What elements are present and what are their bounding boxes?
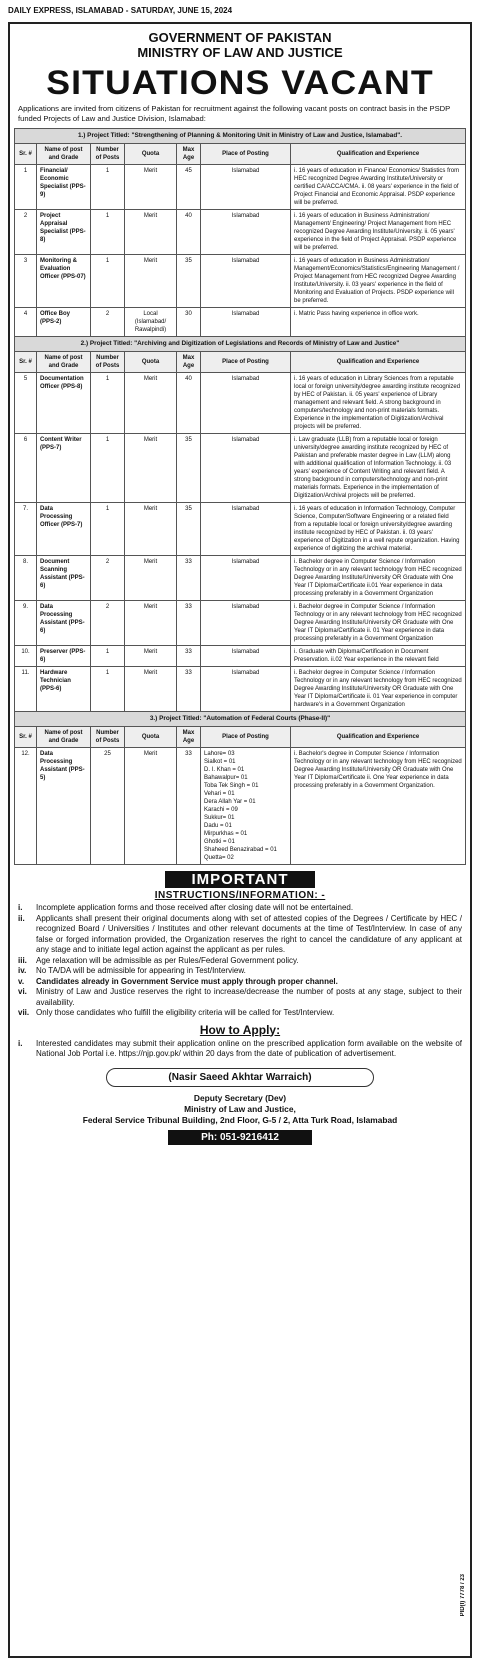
- header: [10, 30, 470, 60]
- cell-age: 35: [177, 503, 201, 556]
- dateline: DAILY EXPRESS, ISLAMABAD - SATURDAY, JUNE 15, 2024: [8, 6, 233, 15]
- table-row: [15, 556, 466, 601]
- column-header: Place of Posting: [201, 727, 291, 748]
- project-title-row: [15, 337, 466, 352]
- cell-post: Data Processing Assistant (PPS-6): [37, 601, 91, 646]
- project-title: 2.) Project Titled: "Archiving and Digitization of Legislations and Records of Ministry of Law and Justice": [15, 337, 466, 352]
- item-text: Incomplete application forms and those received after closing date will not be entertained.: [36, 903, 354, 912]
- cell-place: Islamabad: [201, 255, 291, 308]
- cell-post: Data Processing Officer (PPS-7): [37, 503, 91, 556]
- cell-place: Islamabad: [201, 165, 291, 210]
- address-block: [10, 1093, 470, 1126]
- cell-age: 40: [177, 373, 201, 434]
- list-item: [18, 1008, 462, 1019]
- cell-place: Islamabad: [201, 667, 291, 712]
- cell-num: 2: [91, 308, 125, 337]
- cell-place: Islamabad: [201, 434, 291, 503]
- column-header: Qualification and Experience: [291, 727, 466, 748]
- intro-text: Applications are invited from citizens of Pakistan for recruitment against the following vacant posts on contract basis in the PSDP funded Projects of Law and Justice Division, Islamabad:: [18, 104, 451, 123]
- cell-num: 25: [91, 748, 125, 865]
- table-row: [15, 667, 466, 712]
- item-number: ii.: [18, 913, 25, 923]
- column-header: Sr. #: [15, 352, 37, 373]
- cell-sr: 5: [15, 373, 37, 434]
- cell-age: 35: [177, 434, 201, 503]
- column-header: Name of post and Grade: [37, 144, 91, 165]
- cell-place: Islamabad: [201, 503, 291, 556]
- item-text: Candidates already in Government Service must apply through proper channel.: [36, 976, 338, 986]
- cell-quota: Merit: [125, 210, 177, 255]
- cell-quota: Merit: [125, 503, 177, 556]
- address-line: Federal Service Tribunal Building, 2nd Floor, G-5 / 2, Atta Turk Road, Islamabad: [82, 1114, 398, 1125]
- cell-age: 33: [177, 556, 201, 601]
- project-title-row: [15, 712, 466, 727]
- vacancy-table: [14, 128, 466, 865]
- cell-quota: Merit: [125, 646, 177, 667]
- cell-sr: 9.: [15, 601, 37, 646]
- cell-sr: 6: [15, 434, 37, 503]
- cell-num: 1: [91, 373, 125, 434]
- column-header: Place of Posting: [201, 144, 291, 165]
- cell-sr: 7.: [15, 503, 37, 556]
- cell-num: 1: [91, 255, 125, 308]
- cell-age: 35: [177, 255, 201, 308]
- cell-sr: 10.: [15, 646, 37, 667]
- item-text: Applicants shall present their original documents along with set of attested copies of the Degrees / Certificate by HEC / recognized Board / Universities / Institutes and other relevant documents at the time of Test/Interview. In case of any false or forged information provided, the Organization reserves the right to cancel the candidature of any applicant at any stage and to initiate legal action against the applicant as per rules.: [36, 913, 462, 954]
- pid-code: PID(I) 7778 / 23: [460, 1573, 466, 1616]
- cell-sr: 1: [15, 165, 37, 210]
- header-line1: GOVERNMENT OF PAKISTAN: [148, 30, 332, 45]
- cell-qual: i. Matric Pass having experience in office work.: [291, 308, 466, 337]
- cell-qual: i. 16 years of education in Business Administration/ Management/Economics/Statistics/Engineering Management / Project Management from HEC recognized Degree Awarding Institute/University. ii. 03 years' experience in the field of Monitoring and Evaluation of Projects. PSDP experience will be preferred.: [291, 255, 466, 308]
- cell-num: 2: [91, 556, 125, 601]
- cell-num: 1: [91, 434, 125, 503]
- cell-post: Content Writer (PPS-7): [37, 434, 91, 503]
- column-header: Sr. #: [15, 144, 37, 165]
- table-row: [15, 373, 466, 434]
- cell-place: Islamabad: [201, 556, 291, 601]
- list-item: [18, 966, 462, 977]
- table-header-row: [15, 144, 466, 165]
- column-header: Number of Posts: [91, 352, 125, 373]
- cell-sr: 12.: [15, 748, 37, 865]
- column-header: Name of post and Grade: [37, 727, 91, 748]
- instructions-heading: INSTRUCTIONS/INFORMATION: -: [154, 890, 326, 901]
- item-number: iv.: [18, 966, 27, 975]
- project-title: 3.) Project Titled: "Automation of Federal Courts (Phase-II)": [15, 712, 466, 727]
- cell-age: 33: [177, 601, 201, 646]
- table-header-row: [15, 727, 466, 748]
- cell-num: 1: [91, 646, 125, 667]
- cell-num: 1: [91, 165, 125, 210]
- column-header: Qualification and Experience: [291, 352, 466, 373]
- cell-post: Hardware Technician (PPS-6): [37, 667, 91, 712]
- instructions-list: [10, 901, 470, 1019]
- cell-sr: 8.: [15, 556, 37, 601]
- item-number: v.: [18, 976, 25, 986]
- address-line: Deputy Secretary (Dev): [193, 1092, 287, 1103]
- cell-age: 33: [177, 748, 201, 865]
- list-item: [18, 977, 462, 988]
- project-title: 1.) Project Titled: "Strengthening of Planning & Monitoring Unit in Ministry of Law and Justice, Islamabad".: [15, 129, 466, 144]
- cell-quota: Merit: [125, 434, 177, 503]
- cell-post: Project Appraisal Specialist (PPS-8): [37, 210, 91, 255]
- cell-age: 30: [177, 308, 201, 337]
- signatory-name: (Nasir Saeed Akhtar Warraich): [106, 1068, 374, 1087]
- cell-quota: Merit: [125, 255, 177, 308]
- cell-qual: i. 16 years of education in Library Sciences from a reputable local or foreign university/degree awarding institute recognized by HEC of Pakistan. ii. 05 years' experience of Library management and relevant field. A strong background in computers/technology and non-print materials formats. Experience in the implementation of Digitization/Archival projects will be preferred.: [291, 373, 466, 434]
- table-row: [15, 748, 466, 865]
- column-header: Sr. #: [15, 727, 37, 748]
- column-header: Quota: [125, 144, 177, 165]
- cell-place: Islamabad: [201, 646, 291, 667]
- column-header: Quota: [125, 727, 177, 748]
- table-row: [15, 210, 466, 255]
- list-item: [18, 956, 462, 967]
- item-text: Only those candidates who fulfill the eligibility criteria will be called for Test/Interview.: [36, 1008, 335, 1017]
- table-row: [15, 503, 466, 556]
- cell-sr: 4: [15, 308, 37, 337]
- item-number: iii.: [18, 955, 27, 965]
- cell-qual: i. Bachelor degree in Computer Science / Information Technology or in any relevant technology from HEC recognized Degree Awarding Institute/University OR Graduate with One Year IT Diploma/Certificate ii.01 Year experience in data processing preferably in a Government Organization: [291, 556, 466, 601]
- table-row: [15, 308, 466, 337]
- cell-quota: Merit: [125, 748, 177, 865]
- column-header: Number of Posts: [91, 144, 125, 165]
- cell-age: 33: [177, 646, 201, 667]
- table-row: [15, 165, 466, 210]
- cell-post: Documentation Officer (PPS-8): [37, 373, 91, 434]
- cell-age: 40: [177, 210, 201, 255]
- cell-quota: Merit: [125, 667, 177, 712]
- column-header: Qualification and Experience: [291, 144, 466, 165]
- cell-qual: i. Law graduate (LLB) from a reputable local or foreign university/degree awarding institute recognized by HEC of Pakistan and preferable master degree in Law (LLM) along with additional qualification of Information Technology. ii. 03 years' experience of Content Writing and relevant field. A strong background in computers/technology and non-print materials formats. Experience in the implementation of Digitization/Archival projects will be preferred.: [291, 434, 466, 503]
- cell-post: Data Processing Assistant (PPS-5): [37, 748, 91, 865]
- cell-num: 1: [91, 210, 125, 255]
- cell-place: Islamabad: [201, 308, 291, 337]
- item-number: i.: [18, 1038, 23, 1048]
- column-header: Place of Posting: [201, 352, 291, 373]
- column-header: Name of post and Grade: [37, 352, 91, 373]
- item-text: No TA/DA will be admissible for appearing in Test/Interview.: [36, 966, 246, 975]
- cell-num: 1: [91, 667, 125, 712]
- important-banner: IMPORTANT: [165, 871, 315, 888]
- cell-quota: Merit: [125, 373, 177, 434]
- cell-quota: Merit: [125, 601, 177, 646]
- item-text: Interested candidates may submit their application online on the prescribed application form available on the website of National Job Portal i.e. https://njp.gov.pk/ within 20 days from the date of publication of advertisement.: [36, 1038, 462, 1058]
- cell-post: Monitoring & Evaluation Officer (PPS-07): [37, 255, 91, 308]
- cell-post: Preserver (PPS-6): [37, 646, 91, 667]
- column-header: Max Age: [177, 144, 201, 165]
- cell-post: Office Boy (PPS-2): [37, 308, 91, 337]
- cell-quota: Merit: [125, 165, 177, 210]
- item-text: Age relaxation will be admissible as per Rules/Federal Government policy.: [36, 955, 299, 965]
- column-header: Quota: [125, 352, 177, 373]
- list-item: [18, 903, 462, 914]
- table-header-row: [15, 352, 466, 373]
- cell-post: Financial/ Economic Specialist (PPS-9): [37, 165, 91, 210]
- cell-qual: i. 16 years of education in Finance/ Economics/ Statistics from HEC recognized Degree Awarding Institute/University or certified CA/ACCA/CMA. ii. 08 years' experience in the field of Project Financial and Economic Appraisal. PSDP experience will be preferred.: [291, 165, 466, 210]
- item-number: vii.: [18, 1008, 30, 1017]
- cell-quota: Merit: [125, 556, 177, 601]
- cell-place: Lahore= 03 Sialkot = 01 D. I. Khan = 01 Bahawalpur= 01 Toba Tek Singh = 01 Vehari = 01 Dera Allah Yar = 01 Karachi = 09 Sukkur= 01 Dadu = 01 Mirpurkhas = 01 Ghotki = 01 Shaheed Benazirabad = 01 Quetta= 02: [201, 748, 291, 865]
- advertisement-frame: [8, 22, 472, 1658]
- cell-qual: i. Bachelor degree in Computer Science / Information Technology or in any relevant technology from HEC recognized Degree Awarding Institute/University OR Graduate with One Year IT Diploma/Certificate ii. 01 Year experience in data processing preferably in a Government Organization: [291, 601, 466, 646]
- list-item: [18, 914, 462, 956]
- item-number: i.: [18, 903, 23, 912]
- cell-num: 2: [91, 601, 125, 646]
- page-title: SITUATIONS VACANT: [46, 64, 434, 102]
- cell-qual: i. Bachelor degree in Computer Science / Information Technology or in any relevant technology from HEC recognized Degree Awarding Institute/University OR Graduate with One Year IT Diploma/Certificate ii. 01 Year experience in computer hardware's in a Government Organization: [291, 667, 466, 712]
- project-title-row: [15, 129, 466, 144]
- list-item: [18, 987, 462, 1008]
- list-item: [18, 1039, 462, 1060]
- phone-number: Ph: 051-9216412: [168, 1130, 312, 1145]
- column-header: Number of Posts: [91, 727, 125, 748]
- cell-post: Document Scanning Assistant (PPS-6): [37, 556, 91, 601]
- column-header: Max Age: [177, 352, 201, 373]
- header-line2: MINISTRY OF LAW AND JUSTICE: [137, 45, 343, 60]
- cell-sr: 2: [15, 210, 37, 255]
- cell-age: 33: [177, 667, 201, 712]
- cell-place: Islamabad: [201, 373, 291, 434]
- table-row: [15, 434, 466, 503]
- cell-num: 1: [91, 503, 125, 556]
- item-text: Ministry of Law and Justice reserves the right to increase/decrease the number of posts at any stage, subject to their availability.: [36, 987, 462, 1007]
- cell-qual: i. Bachelor's degree in Computer Science / Information Technology or in any relevant technology from HEC recognized Degree Awarding Institute/University OR Graduate with One Year IT Diploma/Certificate ii. One Year experience in data processing preferably in a Government Organization.: [291, 748, 466, 865]
- how-to-apply-heading: How to Apply:: [199, 1022, 281, 1037]
- cell-age: 45: [177, 165, 201, 210]
- cell-qual: i. 16 years of education in Business Administration/ Management/ Engineering/ Project Management from HEC recognized Degree Awarding Institute/University. ii. 05 years' experience in the field of Project Appraisal. PSDP experience will be preferred.: [291, 210, 466, 255]
- cell-place: Islamabad: [201, 210, 291, 255]
- cell-qual: i. 16 years of education in Information Technology, Computer Science, Computer/Software Engineering or a related field from a reputable local or foreign university/degree awarding institute recognized by HEC of Pakistan. ii. 03 years' experience of Digitization in a well repute organization. Having experience of digitizing the archival material.: [291, 503, 466, 556]
- table-row: [15, 601, 466, 646]
- cell-sr: 3: [15, 255, 37, 308]
- how-to-apply-list: [10, 1037, 470, 1060]
- cell-sr: 11.: [15, 667, 37, 712]
- address-line: Ministry of Law and Justice,: [184, 1103, 296, 1114]
- table-row: [15, 646, 466, 667]
- cell-qual: i. Graduate with Diploma/Certification in Document Preservation. ii.02 Year experience in the relevant field: [291, 646, 466, 667]
- item-number: vi.: [18, 987, 27, 996]
- cell-quota: Local (Islamabad/ Rawalpindi): [125, 308, 177, 337]
- cell-place: Islamabad: [201, 601, 291, 646]
- table-row: [15, 255, 466, 308]
- column-header: Max Age: [177, 727, 201, 748]
